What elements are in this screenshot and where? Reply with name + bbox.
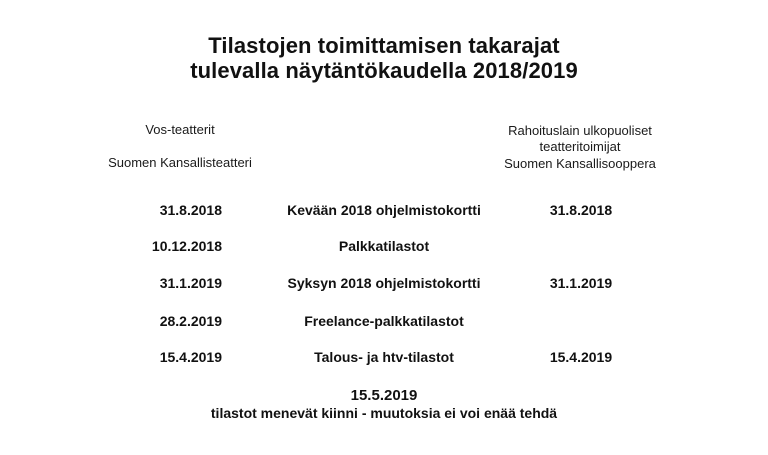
column-header-left-line-1: Vos-teatterit (145, 122, 215, 137)
left-deadline-date: 31.1.2019 (159, 275, 222, 291)
left-deadline-date: 10.12.2018 (151, 238, 222, 254)
final-deadline-date: 15.5.2019 (350, 387, 418, 404)
right-deadline-date: 31.1.2019 (549, 275, 613, 291)
final-deadline-note: tilastot menevät kiinni - muutoksia ei voi enää tehdä (210, 405, 558, 421)
left-deadline-date: 28.2.2019 (159, 313, 222, 329)
title-line-2: tulevalla näytäntökaudella 2018/2019 (190, 58, 578, 83)
left-deadline-date: 31.8.2018 (159, 202, 222, 218)
right-deadline-date: 15.4.2019 (549, 349, 613, 365)
column-header-right-line-2: teatteritoimijat (539, 139, 621, 154)
table-row (0, 200, 768, 220)
statistic-label: Syksyn 2018 ohjelmistokortti (287, 275, 481, 291)
title-line-1: Tilastojen toimittamisen takarajat (208, 33, 560, 58)
right-deadline-date: 31.8.2018 (549, 202, 613, 218)
statistic-label: Kevään 2018 ohjelmistokortti (287, 202, 481, 218)
column-header-right-line-3: Suomen Kansallisooppera (504, 156, 656, 171)
table-row (0, 236, 768, 256)
left-deadline-date: 15.4.2019 (159, 349, 222, 365)
column-header-left-line-2: Suomen Kansallisteatteri (108, 155, 252, 170)
table-row (0, 347, 768, 367)
column-header-right-line-1: Rahoituslain ulkopuoliset (508, 123, 652, 138)
table-row (0, 273, 768, 293)
table-row (0, 311, 768, 331)
statistic-label: Palkkatilastot (338, 238, 430, 254)
statistic-label: Freelance-palkkatilastot (304, 313, 464, 329)
statistic-label: Talous- ja htv-tilastot (314, 349, 454, 365)
